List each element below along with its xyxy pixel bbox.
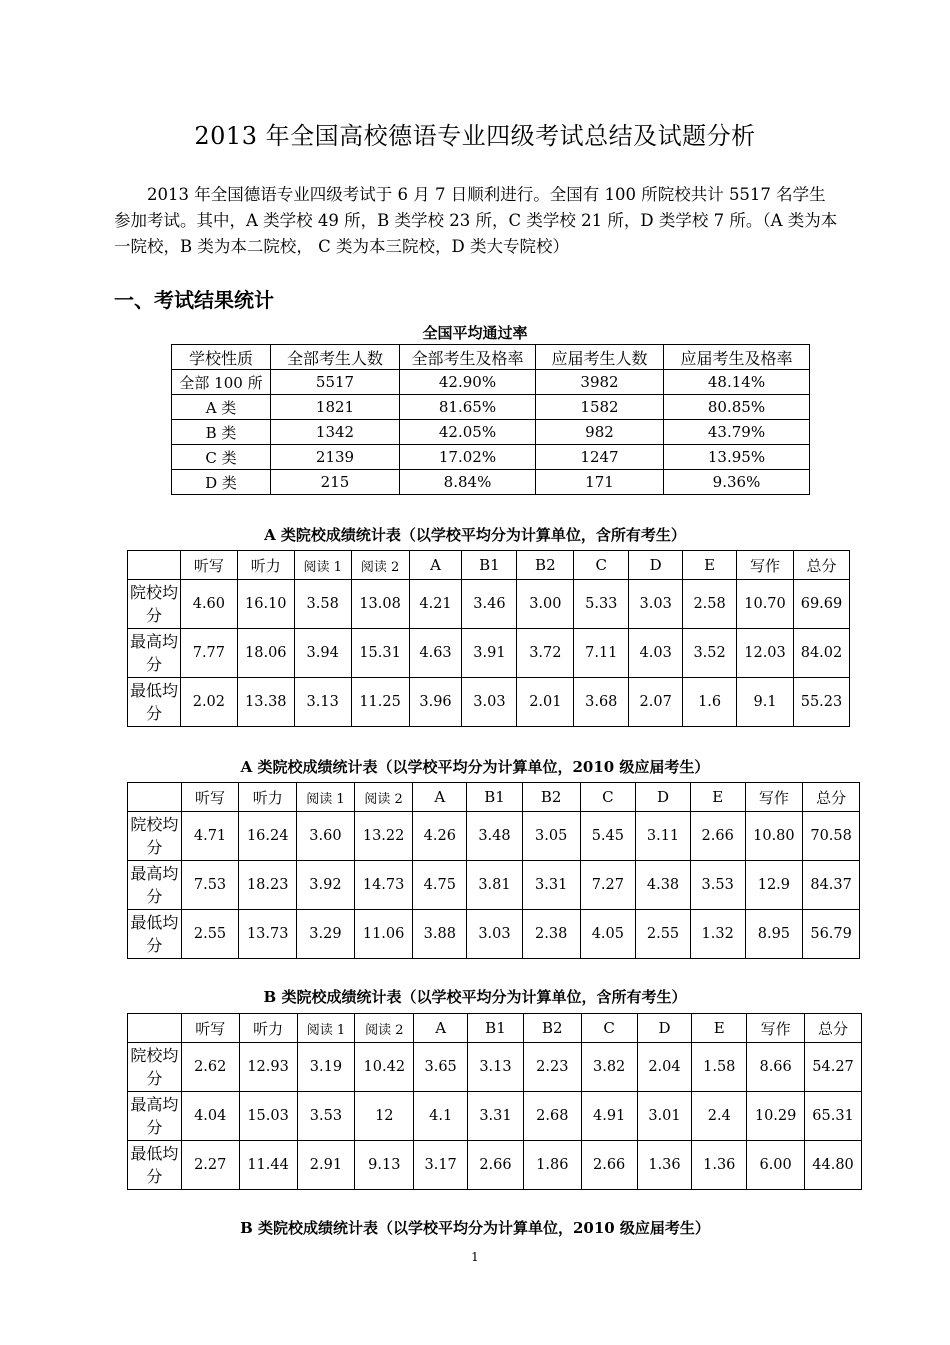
row-header-cell: 最高均分 — [128, 861, 182, 910]
table-header-row — [172, 345, 810, 370]
table-cell: 18.06 — [237, 629, 294, 678]
score-table — [127, 782, 860, 959]
table-cell: 3.03 — [467, 910, 523, 959]
column-header: 阅读 2 — [355, 1014, 414, 1043]
table-cell: C 类 — [172, 445, 271, 470]
table-row — [128, 1092, 862, 1141]
table-cell: 3.88 — [413, 910, 467, 959]
table-row — [172, 370, 810, 395]
table-cell: 12.9 — [745, 861, 803, 910]
column-header: 阅读 1 — [297, 783, 355, 812]
table-cell: 2.02 — [180, 678, 237, 727]
table-cell: 2.04 — [637, 1043, 692, 1092]
table-cell: A 类 — [172, 395, 271, 420]
table-cell: 12.93 — [239, 1043, 297, 1092]
table-cell: D 类 — [172, 470, 271, 495]
table-cell: 2139 — [271, 445, 400, 470]
table-cell: 3.48 — [467, 812, 523, 861]
score-table-caption: A 类院校成绩统计表（以学校平均分为计算单位，含所有考生） — [264, 526, 686, 544]
table-row — [172, 395, 810, 420]
table-cell: 11.25 — [351, 678, 409, 727]
column-header: E — [690, 783, 745, 812]
score-table — [127, 1013, 862, 1190]
table-cell: 4.38 — [636, 861, 691, 910]
column-header: 应届考生及格率 — [664, 345, 810, 370]
table-header-row — [128, 783, 860, 812]
table-cell: 2.66 — [468, 1141, 524, 1190]
row-header-cell: 院校均分 — [128, 1043, 182, 1092]
table-row — [128, 580, 850, 629]
table-cell: 5.33 — [574, 580, 629, 629]
table-cell: 982 — [536, 420, 664, 445]
table-row — [128, 1043, 862, 1092]
table-cell: 84.02 — [793, 629, 849, 678]
table-cell: 3.13 — [294, 678, 351, 727]
table-cell: 2.07 — [629, 678, 683, 727]
column-header: B2 — [517, 551, 574, 580]
table-cell: 10.80 — [745, 812, 803, 861]
row-header-cell: 最低均分 — [128, 678, 181, 727]
column-header: A — [413, 783, 467, 812]
column-header: D — [636, 783, 691, 812]
table-cell: 1.36 — [637, 1141, 692, 1190]
table-cell: 2.4 — [692, 1092, 747, 1141]
table-cell: 3.68 — [574, 678, 629, 727]
table-cell: 9.13 — [355, 1141, 414, 1190]
column-header: 写作 — [747, 1014, 805, 1043]
table-cell: 215 — [271, 470, 400, 495]
table-cell: 4.05 — [580, 910, 636, 959]
table-cell: 1.36 — [692, 1141, 747, 1190]
table-cell: 10.70 — [737, 580, 794, 629]
table-cell: 3.13 — [468, 1043, 524, 1092]
table-cell: 13.73 — [239, 910, 297, 959]
table-cell: 16.10 — [237, 580, 294, 629]
table-cell: 3.31 — [468, 1092, 524, 1141]
table-cell: 8.84% — [400, 470, 536, 495]
column-header: D — [637, 1014, 692, 1043]
column-header: 全部考生及格率 — [400, 345, 536, 370]
row-header-cell: 最高均分 — [128, 629, 181, 678]
column-header: 听写 — [181, 1014, 239, 1043]
table-cell: 15.31 — [351, 629, 409, 678]
table-cell: 65.31 — [805, 1092, 862, 1141]
table-cell: 13.95% — [664, 445, 810, 470]
table-cell: 3.19 — [297, 1043, 355, 1092]
table-row — [172, 420, 810, 445]
table-cell: 2.68 — [523, 1092, 581, 1141]
pass-rate-table — [171, 344, 810, 495]
table-cell: 13.22 — [354, 812, 413, 861]
table-cell: 2.66 — [690, 812, 745, 861]
table-cell: 3.81 — [467, 861, 523, 910]
table-cell: 44.80 — [805, 1141, 862, 1190]
column-header: E — [683, 551, 737, 580]
table-cell: 69.69 — [793, 580, 849, 629]
table-cell: 2.55 — [636, 910, 691, 959]
table-cell: 1582 — [536, 395, 664, 420]
table-row — [172, 445, 810, 470]
column-header: C — [581, 1014, 637, 1043]
table-cell: 1247 — [536, 445, 664, 470]
table-cell: 4.71 — [181, 812, 239, 861]
table-row — [128, 678, 850, 727]
table-cell: 9.36% — [664, 470, 810, 495]
table-cell: 2.62 — [181, 1043, 239, 1092]
column-header: 听力 — [239, 1014, 297, 1043]
column-header: A — [414, 1014, 468, 1043]
pass-table-caption: 全国平均通过率 — [422, 324, 528, 342]
table-cell: 3.72 — [517, 629, 574, 678]
table-cell: 7.77 — [180, 629, 237, 678]
table-cell: 1.6 — [683, 678, 737, 727]
column-header: 听力 — [237, 551, 294, 580]
table-row — [128, 629, 850, 678]
column-header — [128, 1014, 182, 1043]
table-cell: 3.82 — [581, 1043, 637, 1092]
table-cell: 43.79% — [664, 420, 810, 445]
table-cell: 6.00 — [747, 1141, 805, 1190]
table-cell: 3.58 — [294, 580, 351, 629]
column-header: 应届考生人数 — [536, 345, 664, 370]
table-cell: 42.90% — [400, 370, 536, 395]
column-header: 总分 — [803, 783, 860, 812]
column-header: 总分 — [793, 551, 849, 580]
column-header: B1 — [467, 783, 523, 812]
table-cell: 7.11 — [574, 629, 629, 678]
table-cell: 5.45 — [580, 812, 636, 861]
column-header: 听写 — [180, 551, 237, 580]
table-cell: 4.1 — [414, 1092, 468, 1141]
table-cell: 3.53 — [297, 1092, 355, 1141]
table-cell: 4.26 — [413, 812, 467, 861]
score-table-caption: B 类院校成绩统计表（以学校平均分为计算单位，含所有考生） — [263, 988, 687, 1006]
column-header: 阅读 1 — [294, 551, 351, 580]
table-cell: 13.38 — [237, 678, 294, 727]
column-header: D — [629, 551, 683, 580]
column-header: 阅读 2 — [351, 551, 409, 580]
table-row — [172, 470, 810, 495]
table-cell: B 类 — [172, 420, 271, 445]
row-header-cell: 最高均分 — [128, 1092, 182, 1141]
table-row — [128, 812, 860, 861]
table-cell: 54.27 — [805, 1043, 862, 1092]
table-cell: 3.94 — [294, 629, 351, 678]
table-cell: 3.53 — [690, 861, 745, 910]
column-header: B2 — [523, 1014, 581, 1043]
table-cell: 3.05 — [522, 812, 580, 861]
row-header-cell: 最低均分 — [128, 1141, 182, 1190]
row-header-cell: 院校均分 — [128, 812, 182, 861]
table-cell: 42.05% — [400, 420, 536, 445]
table-cell: 3.31 — [522, 861, 580, 910]
table-header-row — [128, 551, 850, 580]
table-cell: 9.1 — [737, 678, 794, 727]
column-header: 学校性质 — [172, 345, 271, 370]
table-cell: 3.46 — [462, 580, 517, 629]
table-cell: 10.42 — [355, 1043, 414, 1092]
table-cell: 2.66 — [581, 1141, 637, 1190]
table-cell: 3.29 — [297, 910, 355, 959]
row-header-cell: 院校均分 — [128, 580, 181, 629]
table-cell: 4.75 — [413, 861, 467, 910]
column-header: B2 — [522, 783, 580, 812]
column-header: C — [580, 783, 636, 812]
score-table — [127, 550, 850, 727]
intro-paragraph: 2013 年全国德语专业四级考试于 6 月 7 日顺利进行。全国有 100 所院校共计 5517 名学生参加考试。其中，A 类学校 49 所，B 类学校 23 所，C 类学校 21 所，D 类学校 7 所。（A 类为本一院校，B 类为本二院校， C 类为本三院校，D 类大专院校） — [114, 185, 838, 256]
table-cell: 1.58 — [692, 1043, 747, 1092]
table-cell: 3.60 — [297, 812, 355, 861]
column-header: 听力 — [239, 783, 297, 812]
table-cell: 2.91 — [297, 1141, 355, 1190]
table-cell: 5517 — [271, 370, 400, 395]
table-cell: 171 — [536, 470, 664, 495]
table-cell: 2.23 — [523, 1043, 581, 1092]
table-cell: 84.37 — [803, 861, 860, 910]
table-cell: 17.02% — [400, 445, 536, 470]
table-cell: 56.79 — [803, 910, 860, 959]
table-cell: 2.38 — [522, 910, 580, 959]
column-header: 总分 — [805, 1014, 862, 1043]
trailing-caption: B 类院校成绩统计表（以学校平均分为计算单位，2010 级应届考生） — [240, 1219, 710, 1237]
table-cell: 2.55 — [181, 910, 239, 959]
table-cell: 2.27 — [181, 1141, 239, 1190]
table-cell: 48.14% — [664, 370, 810, 395]
table-cell: 4.60 — [180, 580, 237, 629]
table-cell: 3.00 — [517, 580, 574, 629]
table-header-row — [128, 1014, 862, 1043]
table-cell: 13.08 — [351, 580, 409, 629]
table-cell: 7.27 — [580, 861, 636, 910]
table-cell: 3.65 — [414, 1043, 468, 1092]
column-header: B1 — [462, 551, 517, 580]
table-cell: 16.24 — [239, 812, 297, 861]
table-cell: 2.58 — [683, 580, 737, 629]
column-header — [128, 783, 182, 812]
table-cell: 70.58 — [803, 812, 860, 861]
column-header — [128, 551, 181, 580]
table-cell: 2.01 — [517, 678, 574, 727]
page-number: 1 — [471, 1250, 479, 1264]
row-header-cell: 最低均分 — [128, 910, 182, 959]
column-header: 听写 — [181, 783, 239, 812]
table-cell: 全部 100 所 — [172, 370, 271, 395]
table-cell: 14.73 — [354, 861, 413, 910]
table-cell: 55.23 — [793, 678, 849, 727]
column-header: 写作 — [737, 551, 794, 580]
table-cell: 4.21 — [409, 580, 462, 629]
score-table-caption: A 类院校成绩统计表（以学校平均分为计算单位，2010 级应届考生） — [240, 758, 710, 776]
table-cell: 15.03 — [239, 1092, 297, 1141]
table-cell: 3.96 — [409, 678, 462, 727]
table-cell: 18.23 — [239, 861, 297, 910]
table-cell: 1.32 — [690, 910, 745, 959]
table-cell: 3982 — [536, 370, 664, 395]
table-cell: 3.11 — [636, 812, 691, 861]
table-cell: 3.92 — [297, 861, 355, 910]
table-cell: 1.86 — [523, 1141, 581, 1190]
table-cell: 1821 — [271, 395, 400, 420]
table-cell: 4.04 — [181, 1092, 239, 1141]
table-cell: 81.65% — [400, 395, 536, 420]
column-header: E — [692, 1014, 747, 1043]
table-cell: 3.52 — [683, 629, 737, 678]
table-cell: 12 — [355, 1092, 414, 1141]
table-row — [128, 861, 860, 910]
column-header: A — [409, 551, 462, 580]
table-cell: 4.63 — [409, 629, 462, 678]
table-cell: 4.91 — [581, 1092, 637, 1141]
table-cell: 10.29 — [747, 1092, 805, 1141]
table-row — [128, 1141, 862, 1190]
table-cell: 8.95 — [745, 910, 803, 959]
column-header: 阅读 2 — [354, 783, 413, 812]
table-cell: 7.53 — [181, 861, 239, 910]
document-title: 2013 年全国高校德语专业四级考试总结及试题分析 — [194, 122, 756, 150]
column-header: 阅读 1 — [297, 1014, 355, 1043]
table-cell: 3.03 — [629, 580, 683, 629]
table-row — [128, 910, 860, 959]
table-cell: 3.91 — [462, 629, 517, 678]
table-cell: 8.66 — [747, 1043, 805, 1092]
section-heading: 一、考试结果统计 — [114, 288, 274, 312]
column-header: B1 — [468, 1014, 524, 1043]
table-cell: 3.03 — [462, 678, 517, 727]
table-cell: 12.03 — [737, 629, 794, 678]
column-header: 全部考生人数 — [271, 345, 400, 370]
column-header: C — [574, 551, 629, 580]
table-cell: 80.85% — [664, 395, 810, 420]
table-cell: 3.17 — [414, 1141, 468, 1190]
table-cell: 4.03 — [629, 629, 683, 678]
table-cell: 11.44 — [239, 1141, 297, 1190]
table-cell: 11.06 — [354, 910, 413, 959]
table-cell: 3.01 — [637, 1092, 692, 1141]
column-header: 写作 — [745, 783, 803, 812]
table-cell: 1342 — [271, 420, 400, 445]
